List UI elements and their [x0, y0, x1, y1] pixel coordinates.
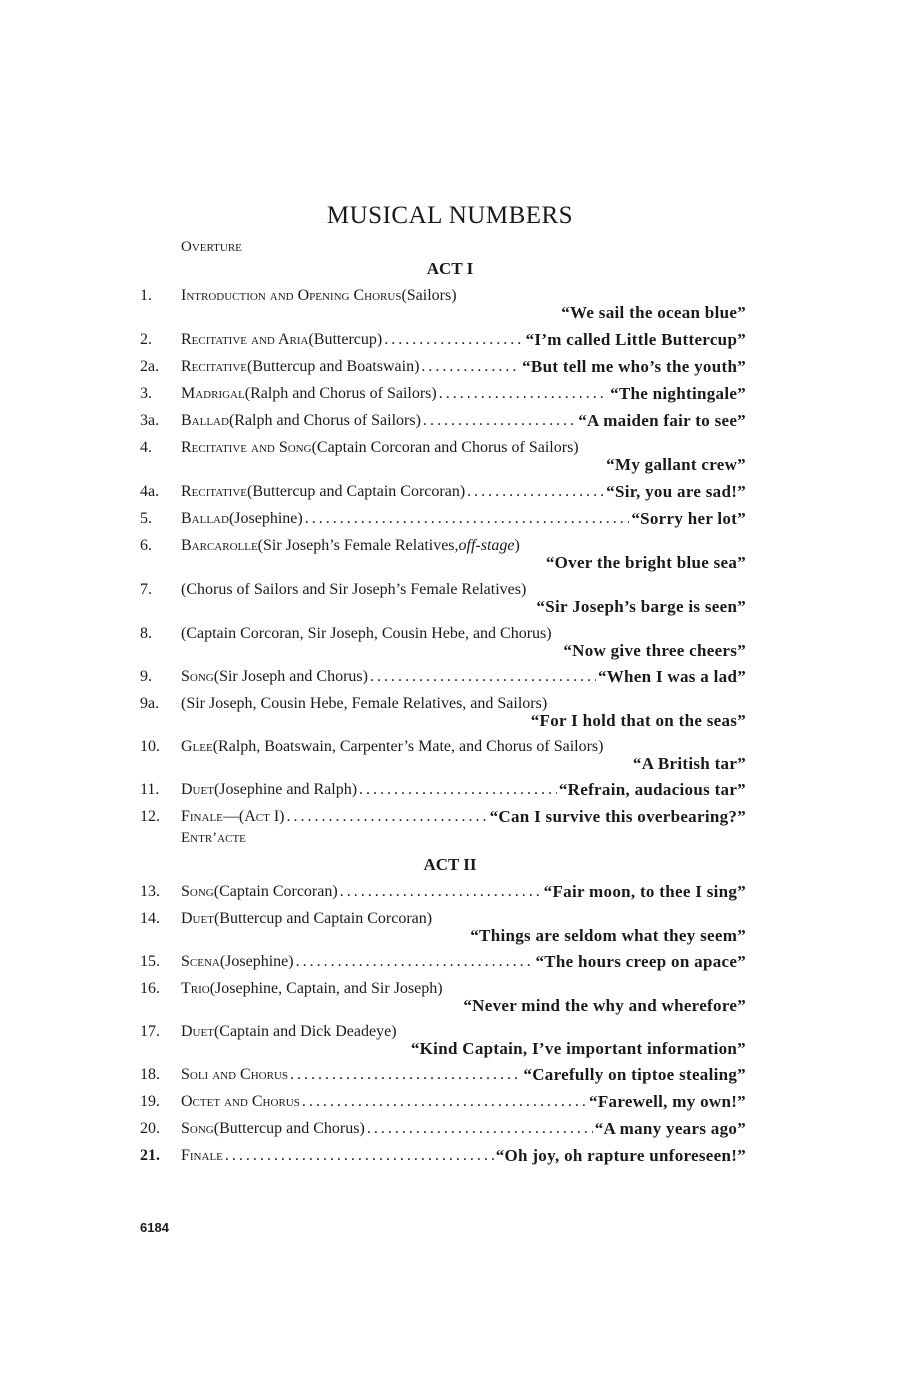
entry-form: Glee — [181, 738, 213, 755]
entry-form: Finale—(Act I) — [181, 808, 285, 825]
entry-line — [181, 358, 746, 376]
entry-title-line — [181, 755, 746, 773]
entry-performers: (Chorus of Sailors and Sir Joseph’s Female Relatives) — [181, 581, 527, 598]
entry-line — [181, 331, 746, 349]
entry-form: Octet and Chorus — [181, 1093, 300, 1110]
entry-number: 20. — [140, 1120, 160, 1137]
entry-form: Recitative and Aria — [181, 331, 309, 348]
list-item — [140, 385, 746, 412]
dot-leader — [302, 1093, 587, 1111]
entry-performers: (Sir Joseph and Chorus) — [213, 668, 368, 685]
entry-form: Scena — [181, 953, 220, 970]
dot-leader — [296, 953, 534, 971]
entry-number: 4a. — [140, 483, 160, 500]
entry-number: 12. — [140, 808, 160, 825]
dot-leader — [384, 331, 523, 349]
page-number: 6184 — [140, 1220, 169, 1235]
entry-line — [181, 808, 746, 826]
entry-form: Recitative — [181, 358, 247, 375]
entry-title: “Refrain, audacious tar” — [558, 780, 746, 799]
entry-line — [181, 483, 746, 501]
entry-performers: (Josephine) — [228, 510, 303, 527]
entry-number: 3a. — [140, 412, 160, 429]
entry-form: Introduction and Opening Chorus — [181, 287, 402, 304]
entry-performers: (Buttercup and Boatswain) — [247, 358, 420, 375]
entry-title-line — [181, 456, 746, 474]
act-i-heading: ACT I — [426, 259, 474, 278]
entry-title: “The hours creep on apace” — [535, 952, 746, 971]
list-item — [140, 483, 746, 510]
entry-title: “Oh joy, oh rapture unforeseen!” — [495, 1146, 746, 1165]
entry-line — [181, 1147, 746, 1165]
entry-number: 2a. — [140, 358, 160, 375]
entry-number: 7. — [140, 581, 152, 598]
entry-title: “Over the bright blue sea” — [545, 553, 746, 572]
entry-form: Duet — [181, 910, 214, 927]
entry-performers: (Buttercup and Captain Corcoran) — [213, 910, 433, 927]
entry-title: “When I was a lad” — [597, 667, 746, 686]
entry-performers: (Sir Joseph’s Female Relatives, — [257, 537, 459, 554]
entry-number: 15. — [140, 953, 160, 970]
entry-number: 9a. — [140, 695, 160, 712]
entry-title-line — [181, 304, 746, 322]
entry-number: 8. — [140, 625, 152, 642]
list-item — [140, 1023, 746, 1066]
list-item — [140, 439, 746, 483]
entry-performers: (Captain and Dick Deadeye) — [213, 1023, 397, 1040]
entry-title: “Kind Captain, I’ve important information” — [410, 1039, 746, 1058]
list-item — [140, 581, 746, 625]
entry-line — [181, 510, 746, 528]
entry-title: “The nightingale” — [610, 384, 746, 403]
entry-performers: (Josephine) — [219, 953, 294, 970]
entry-title: “Things are seldom what they seem” — [470, 926, 746, 945]
entry-number: 11. — [140, 781, 160, 798]
list-item — [140, 883, 746, 910]
entry-number: 4. — [140, 439, 152, 456]
entry-number: 14. — [140, 910, 160, 927]
entry-form: Duet — [181, 1023, 214, 1040]
list-item — [140, 781, 746, 808]
entry-performers: (Josephine and Ralph) — [213, 781, 358, 798]
entry-number: 19. — [140, 1093, 160, 1110]
entry-line — [181, 1120, 746, 1138]
dot-leader — [439, 385, 608, 403]
list-item — [140, 537, 746, 581]
entry-title-line — [181, 1040, 746, 1058]
list-item — [140, 510, 746, 537]
page-title: MUSICAL NUMBERS — [326, 202, 574, 229]
entry-line — [181, 668, 746, 686]
dot-leader — [370, 668, 596, 686]
list-item — [140, 1120, 746, 1147]
dot-leader — [286, 808, 487, 826]
list-item — [140, 412, 746, 439]
entry-title: “Fair moon, to thee I sing” — [543, 882, 746, 901]
entry-title: “I’m called Little Buttercup” — [525, 330, 746, 349]
entry-title: “For I hold that on the seas” — [530, 711, 746, 730]
entry-line — [181, 781, 746, 799]
entry-form: Song — [181, 1120, 214, 1137]
list-item — [140, 1147, 746, 1174]
entry-title: “A many years ago” — [594, 1119, 746, 1138]
entry-form: Soli and Chorus — [181, 1066, 289, 1083]
entry-performers: (Ralph and Chorus of Sailors) — [228, 412, 421, 429]
entry-title: “Now give three cheers” — [563, 641, 746, 660]
entry-title-line — [181, 642, 746, 660]
entry-number: 3. — [140, 385, 152, 402]
act-i-list — [140, 287, 746, 835]
entry-form: Duet — [181, 781, 214, 798]
entry-form: Ballad — [181, 412, 229, 429]
entry-form: Barcarolle — [181, 537, 258, 554]
list-item — [140, 331, 746, 358]
entry-line — [181, 385, 746, 403]
entry-form: Finale — [181, 1147, 223, 1164]
dot-leader — [359, 781, 557, 799]
entry-performers: (Ralph, Boatswain, Carpenter’s Mate, and Chorus of Sailors) — [212, 738, 604, 755]
entracte-label: Entr’acte — [181, 830, 246, 846]
entry-performers: (Buttercup and Captain Corcoran) — [247, 483, 466, 500]
entry-number: 5. — [140, 510, 152, 527]
dot-leader — [340, 883, 542, 901]
entry-title: “We sail the ocean blue” — [561, 303, 746, 322]
entry-number: 10. — [140, 738, 160, 755]
entry-form: Recitative and Song — [181, 439, 312, 456]
entry-number: 9. — [140, 668, 152, 685]
entry-performers: (Buttercup and Chorus) — [213, 1120, 365, 1137]
entry-title-line — [181, 997, 746, 1015]
entry-form: Trio — [181, 980, 210, 997]
entry-number: 1. — [140, 287, 152, 304]
list-item — [140, 625, 746, 668]
entry-title: “A maiden fair to see” — [578, 411, 746, 430]
dot-leader — [290, 1066, 521, 1084]
entry-title: “Sir Joseph’s barge is seen” — [536, 597, 746, 616]
entry-number: 18. — [140, 1066, 160, 1083]
entry-title-line — [181, 598, 746, 616]
entry-performers: (Sailors) — [401, 287, 457, 304]
entry-performers: (Captain Corcoran) — [213, 883, 338, 900]
entry-number: 21. — [140, 1147, 160, 1164]
entry-stage-note: off-stage — [458, 537, 515, 554]
dot-leader — [421, 358, 520, 376]
entry-performers-end: ) — [514, 537, 520, 554]
list-item — [140, 953, 746, 980]
entry-line — [181, 883, 746, 901]
entry-form: Ballad — [181, 510, 229, 527]
list-item — [140, 980, 746, 1023]
list-item — [140, 1066, 746, 1093]
list-item — [140, 695, 746, 738]
entry-performers: (Buttercup) — [308, 331, 383, 348]
entry-line — [181, 953, 746, 971]
entry-performers: (Sir Joseph, Cousin Hebe, Female Relatives, and Sailors) — [181, 695, 548, 712]
entry-line — [181, 1066, 746, 1084]
entry-title: “Sorry her lot” — [631, 509, 746, 528]
dot-leader — [423, 412, 576, 430]
list-item — [140, 668, 746, 695]
entry-title: “A British tar” — [632, 754, 746, 773]
entry-title: “Never mind the why and wherefore” — [463, 996, 746, 1015]
act-ii-list — [140, 883, 746, 1174]
entry-number: 6. — [140, 537, 152, 554]
entry-form: Madrigal — [181, 385, 245, 402]
entry-number: 2. — [140, 331, 152, 348]
entry-performers: (Captain Corcoran and Chorus of Sailors) — [311, 439, 579, 456]
entry-title: “Farewell, my own!” — [589, 1092, 746, 1111]
list-item — [140, 910, 746, 953]
entry-line — [181, 412, 746, 430]
entry-performers: (Captain Corcoran, Sir Joseph, Cousin Hebe, and Chorus) — [181, 625, 552, 642]
entry-number: 16. — [140, 980, 160, 997]
dot-leader — [367, 1120, 593, 1138]
entry-title: “But tell me who’s the youth” — [522, 357, 746, 376]
list-item — [140, 358, 746, 385]
overture-label: Overture — [181, 239, 242, 255]
entry-title: “Sir, you are sad!” — [606, 482, 746, 501]
list-item — [140, 287, 746, 331]
entry-title-line — [181, 554, 746, 572]
list-item — [140, 738, 746, 781]
entry-form: Song — [181, 668, 214, 685]
list-item — [140, 1093, 746, 1120]
entry-title: “My gallant crew” — [606, 455, 746, 474]
entry-performers: (Ralph and Chorus of Sailors) — [244, 385, 437, 402]
entry-form: Song — [181, 883, 214, 900]
entry-title: “Carefully on tiptoe stealing” — [523, 1065, 746, 1084]
entry-title: “Can I survive this overbearing?” — [489, 807, 746, 826]
entry-form: Recitative — [181, 483, 247, 500]
entry-performers: (Josephine, Captain, and Sir Joseph) — [209, 980, 443, 997]
entry-number: 13. — [140, 883, 160, 900]
entry-title-line — [181, 712, 746, 730]
entry-number: 17. — [140, 1023, 160, 1040]
dot-leader — [467, 483, 604, 501]
dot-leader — [225, 1147, 494, 1165]
entry-line — [181, 1093, 746, 1111]
act-ii-heading: ACT II — [423, 855, 477, 874]
entry-title-line — [181, 927, 746, 945]
dot-leader — [305, 510, 630, 528]
